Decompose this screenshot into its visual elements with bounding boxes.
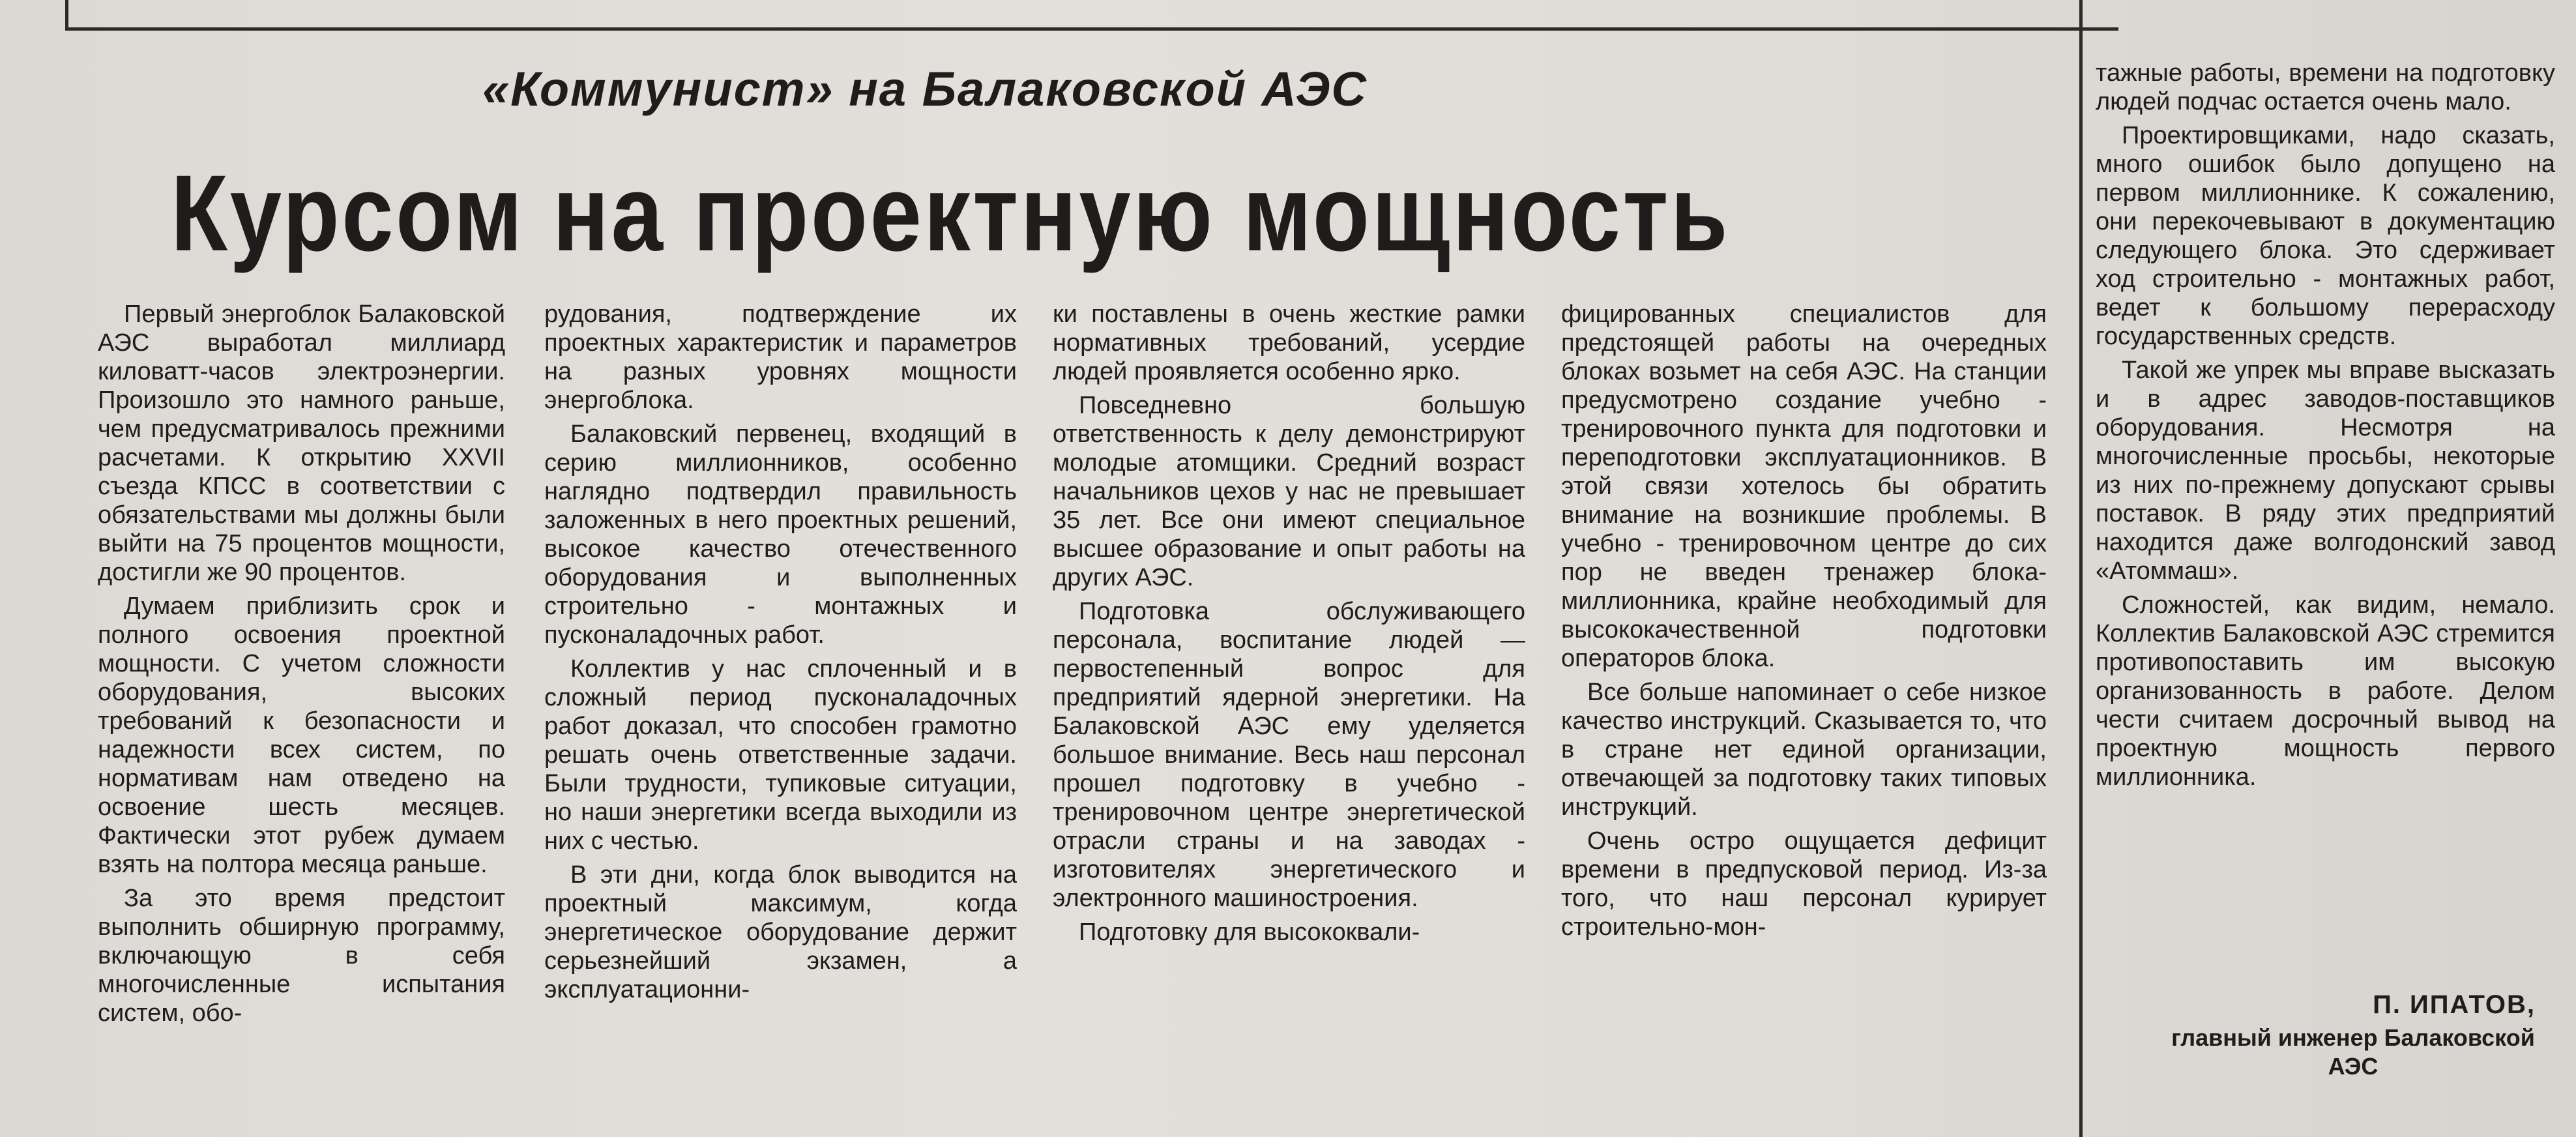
column-rule [2079,0,2083,1137]
paragraph: В эти дни, когда блок выводится на проектный максимум, когда энергетическое оборудование держит серьезнейший экзамен, а эксплуатационни- [544,861,1017,1003]
author-role: главный инженер Балаковской АЭС [2171,1024,2535,1080]
text-column-2 [544,300,1017,1121]
author-name: П. ИПАТОВ, [2373,990,2536,1019]
paragraph: Сложностей, как видим, немало. Коллектив Балаковской АЭС стремится противопоставить им высокую организованность в работе. Делом чести считаем досрочный вывод на проектную мощность первого миллионника. [2096,591,2555,791]
paragraph: Балаковский первенец, входящий в серию миллионников, особенно наглядно подтвердил правильность заложенных в него проектных решений, высокое качество отечественного оборудования и выполненных строительно - монтажных и пусконаладочных работ. [544,421,1017,649]
article-headline: Курсом на проектную мощность [171,153,1731,274]
paragraph: Думаем приблизить срок и полного освоения проектной мощности. С учетом сложности оборудования, высоких требований к безопасности и надежности всех систем, по нормативам нам отведено на освоение шесть месяцев. Фактически этот рубеж думаем взять на полтора месяца раньше. [98,593,505,878]
paragraph: тажные работы, времени на подготовку людей подчас остается очень мало. [2096,59,2555,115]
paragraph: рудования, подтверждение их проектных характеристик и параметров на разных уровнях мощности энергоблока. [544,301,1017,414]
text-column-4 [1561,300,2047,1121]
paragraph: Повседневно большую ответственность к делу демонстрируют молодые атомщики. Средний возраст начальников цехов у нас не превышает 35 лет. Все они имеют специальное высшее образование и опыт работы на других АЭС. [1053,392,1525,591]
paragraph: Подготовка обслуживающего персонала, воспитание людей — первостепенный вопрос для предприятий ядерной энергетики. На Балаковской АЭС ему уделяется большое внимание. Весь наш персонал прошел подготовку в учебно - тренировочном центре энергетической отрасли страны и на заводах - изготовителях энергетического и электронного машиностроения. [1053,598,1525,912]
paragraph: Подготовку для высококвали- [1079,919,1420,946]
column-rule [65,0,68,29]
paragraph: Все больше напоминает о себе низкое качество инструкций. Сказывается то, что в стране нет единой организации, отвечающей за подготовку таких типовых инструкций. [1561,679,2047,821]
text-column-1 [98,300,505,1121]
paragraph: фицированных специалистов для предстоящей работы на очередных блоках возьмет на себя АЭС. На станции предусмотрено создание учебно - тренировочного пункта для подготовки и переподготовки эксплуатационников. В этой связи хотелось бы обратить внимание на возникшие проблемы. В учебно - тренировочном центре до сих пор не введен тренажер блока-миллионника, крайне необходимый для высококачественной подготовки операторов блока. [1561,301,2047,672]
paragraph: ки поставлены в очень жесткие рамки нормативных требований, усердие людей проявляется особенно ярко. [1053,301,1525,385]
article-kicker: «Коммунист» на Балаковской АЭС [482,62,1368,116]
top-rule [65,27,2118,31]
paragraph: Такой же упрек мы вправе высказать и в адрес заводов-поставщиков оборудования. Несмотря на многочисленные просьбы, некоторые из них по-прежнему допускают срывы поставок. В ряду этих предприятий находится даже волгодонский завод «Атоммаш». [2096,357,2555,585]
paragraph: Первый энергоблок Балаковской АЭС выработал миллиард киловатт-часов электроэнергии. Произошло это намного раньше, чем предусматривалось прежними расчетами. К открытию XXVII съезда КПСС в соответствии с обязательствами мы должны были выйти на 75 процентов мощности, достигли же 90 процентов. [98,301,505,586]
paragraph: Коллектив у нас сплоченный и в сложный период пусконаладочных работ доказал, что способен грамотно решать очень ответственные задачи. Были трудности, тупиковые ситуации, но наши энергетики всегда выходили из них с честью. [544,655,1017,855]
previous-article-bleed [52,0,2105,46]
paragraph: Проектировщиками, надо сказать, много ошибок было допущено на первом миллионнике. К сожалению, они перекочевывают в документацию следующего блока. Это сдерживает ход строительно - монтажных работ, ведет к большому перерасходу государственных средств. [2096,122,2555,350]
paragraph: За это время предстоит выполнить обширную программу, включающую в себя многочисленные испытания систем, обо- [98,885,505,1027]
paragraph: Очень остро ощущается дефицит времени в предпусковой период. Из-за того, что наш персонал курирует строительно-мон- [1561,827,2047,941]
text-column-3 [1053,300,1525,1121]
text-column-5 [2096,59,2555,984]
